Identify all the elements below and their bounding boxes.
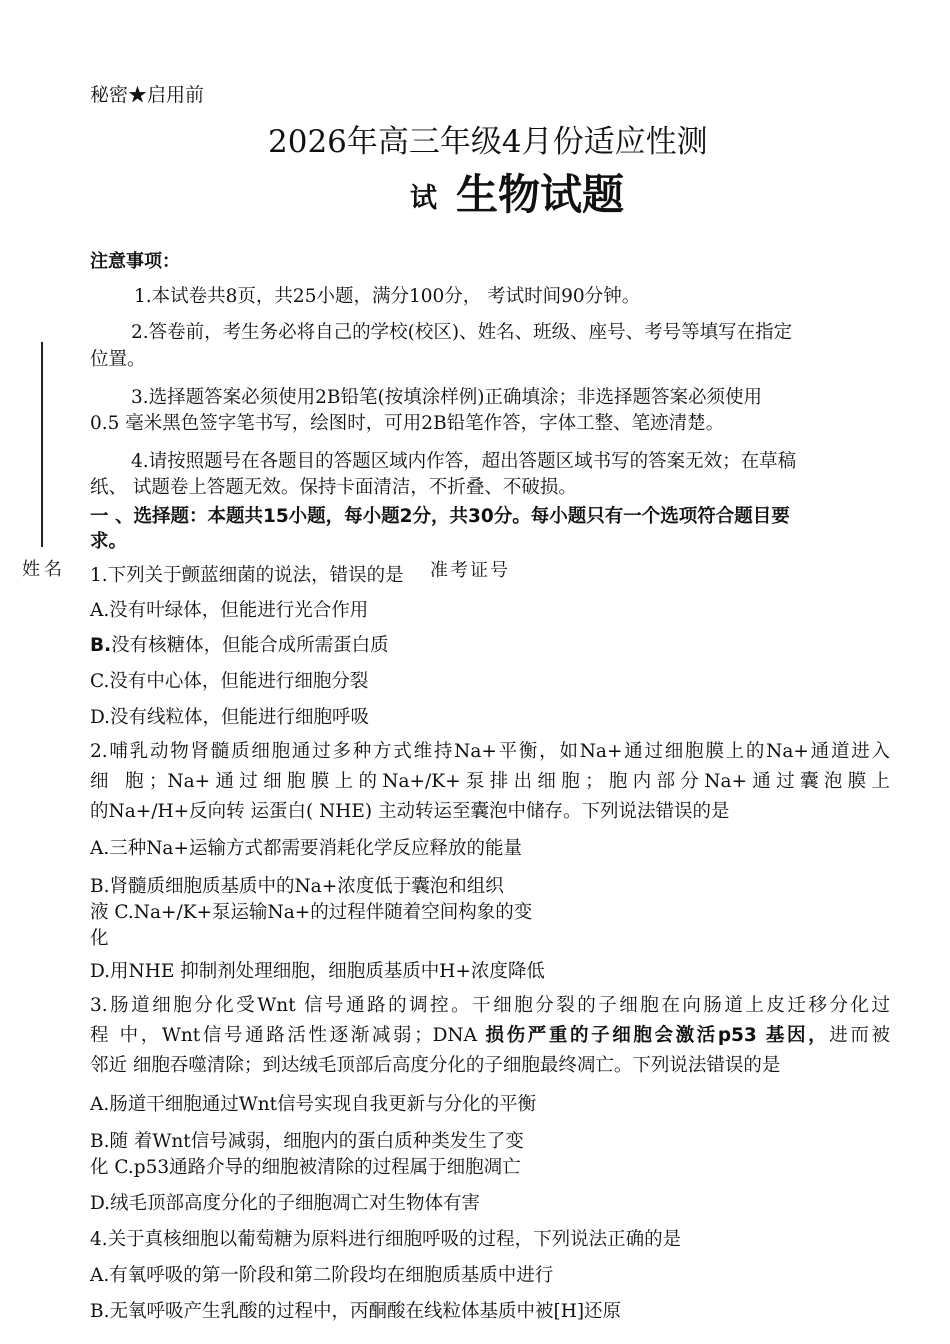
notice-item-2-line2: 位置。 <box>90 349 146 370</box>
binding-line <box>41 342 43 547</box>
q4-stem: 4.关于真核细胞以葡萄糖为原料进行细胞呼吸的过程，下列说法正确的是 <box>90 1229 682 1250</box>
exam-subject-title: 生物试题 <box>456 170 625 219</box>
section-heading-line1: 一 、选择题：本题共15小题，每小题2分，共30分。每小题只有一个选项符合题目要 <box>90 506 790 527</box>
notice-item-2-line1: 2.答卷前，考生务必将自己的学校(校区)、姓名、班级、座号、考号等填写在指定 <box>131 322 793 343</box>
q3-stem-line2-post: 进而被 <box>829 1025 890 1046</box>
q3-stem-line3: 邻近 细胞吞噬清除；到达绒毛顶部后高度分化的子细胞最终凋亡。下列说法错误的是 <box>90 1055 781 1076</box>
q1-option-a: A.没有叶绿体，但能进行光合作用 <box>90 600 369 621</box>
exam-title-line2-prefix: 试 <box>410 183 437 214</box>
q2-option-a: A.三种Na+运输方式都需要消耗化学反应释放的能量 <box>90 838 522 859</box>
q3-stem-line2-bold: 损伤严重的子细胞会激活p53 基因， <box>485 1025 830 1046</box>
q3-stem-line1: 3.肠道细胞分化受Wnt 信号通路的调控。干细胞分裂的子细胞在向肠道上皮迁移分化过 <box>90 995 890 1016</box>
q3-option-a: A.肠道干细胞通过Wnt信号实现自我更新与分化的平衡 <box>90 1094 537 1115</box>
q1-option-b <box>90 631 389 657</box>
notice-item-3-line1: 3.选择题答案必须使用2B铅笔(按填涂样例)正确填涂；非选择题答案必须使用 <box>131 387 762 408</box>
q2-option-d: D.用NHE 抑制剂处理细胞，细胞质基质中H+浓度降低 <box>90 961 545 982</box>
name-label: 姓名 <box>22 559 66 580</box>
q2-stem-line3: 的Na+/H+反向转 运蛋白( NHE) 主动转运至囊泡中储存。下列说法错误的是 <box>90 801 730 822</box>
q2-option-b-line1: B.肾髓质细胞质基质中的Na+浓度低于囊泡和组织 <box>90 876 504 897</box>
q2-option-bc-line2: 液 C.Na+/K+泵运输Na+的过程伴随着空间构象的变 <box>90 902 533 923</box>
q2-stem-line1: 2.哺乳动物肾髓质细胞通过多种方式维持Na+平衡，如Na+通过细胞膜上的Na+通道进入 <box>90 741 890 762</box>
q3-stem-line2-pre: 程 中，Wnt信号通路活性逐渐减弱；DNA <box>90 1025 486 1046</box>
q2-stem-line2: 细 胞；Na+通过细胞膜上的Na+/K+泵排出细胞；胞内部分Na+通过囊泡膜上 <box>90 771 890 792</box>
secret-mark: 秘密★启用前 <box>90 84 205 106</box>
notice-item-4-line1: 4.请按照题号在各题目的答题区域内作答，超出答题区域书写的答案无效；在草稿 <box>131 451 797 472</box>
q3-stem-line2 <box>90 1020 890 1051</box>
q1-option-d: D.没有线粒体，但能进行细胞呼吸 <box>90 707 370 728</box>
q1-option-b-text: 没有核糖体，但能合成所需蛋白质 <box>111 635 389 656</box>
notice-item-3-line2: 0.5 毫米黑色签字笔书写，绘图时，可用2B铅笔作答，字体工整、笔迹清楚。 <box>90 413 725 434</box>
q3-option-b-line1: B.随 着Wnt信号减弱，细胞内的蛋白质种类发生了变 <box>90 1131 524 1152</box>
q2-option-c-line3: 化 <box>90 928 109 949</box>
q3-option-d: D.绒毛顶部高度分化的子细胞凋亡对生物体有害 <box>90 1193 481 1214</box>
q1-option-b-letter: B. <box>90 635 112 656</box>
q4-option-a: A.有氧呼吸的第一阶段和第二阶段均在细胞质基质中进行 <box>90 1265 554 1286</box>
exam-id-label: 准考证号 <box>430 560 510 581</box>
q1-stem: 1.下列关于颤蓝细菌的说法，错误的是 <box>90 565 404 586</box>
notice-heading: 注意事项： <box>90 251 180 272</box>
exam-title-line1: 2026年高三年级4月份适应性测 <box>268 124 708 160</box>
notice-item-1: 1.本试卷共8页，共25小题，满分100分， 考试时间90分钟。 <box>134 286 641 307</box>
q4-option-b: B.无氧呼吸产生乳酸的过程中，丙酮酸在线粒体基质中被[H]还原 <box>90 1301 622 1322</box>
section-heading-line2: 求。 <box>90 531 128 552</box>
q1-option-c: C.没有中心体，但能进行细胞分裂 <box>90 671 369 692</box>
q3-option-bc-line2: 化 C.p53通路介导的细胞被清除的过程属于细胞凋亡 <box>90 1157 521 1178</box>
notice-item-4-line2: 纸、 试题卷上答题无效。保持卡面清洁，不折叠、不破损。 <box>90 477 577 498</box>
